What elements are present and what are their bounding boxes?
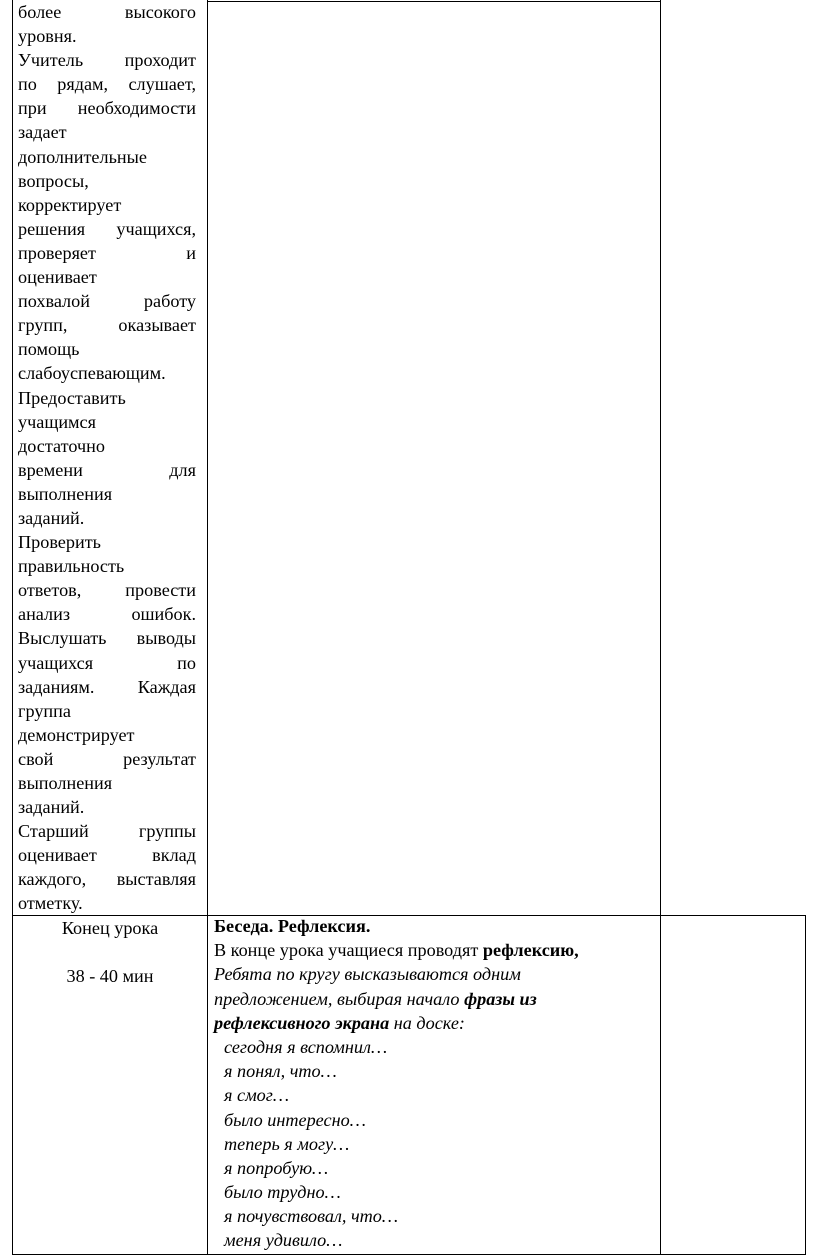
table-border-top-upper [207, 1, 661, 2]
activity-text-line: группа [18, 700, 71, 721]
reflection-italic-line-3-b: на доске: [389, 1012, 465, 1033]
activity-text-line: анализ ошибок. [18, 604, 196, 625]
reflection-phrase-item [214, 1180, 654, 1204]
reflection-phrase-item [214, 1035, 654, 1059]
reflection-phrase-item [214, 1228, 654, 1252]
reflection-italic-line-2 [214, 987, 654, 1011]
activity-text-line: Проверить [18, 532, 101, 553]
activity-text-line: учащимся [18, 411, 96, 432]
activity-text-line: проверяет и [18, 242, 196, 263]
activity-text-line: Старший группы [18, 821, 196, 842]
reflection-phrase-item [214, 1132, 654, 1156]
activity-text-line: групп, оказывает [18, 315, 196, 336]
activity-text-line: корректирует [18, 194, 122, 215]
activity-text-line: выполнения [18, 773, 113, 793]
reflection-phrase-item [214, 1083, 654, 1107]
activity-text-line: вопросы, [18, 170, 89, 191]
reflection-intro-bold: рефлексию, [482, 940, 579, 961]
activity-text-line: заданиям. Каждая [18, 676, 196, 697]
activity-text-line: по рядам, слушает, [18, 74, 196, 95]
activity-text-line: Учитель проходит [18, 50, 196, 71]
activity-text-line: решения учащихся, [18, 218, 196, 239]
activity-text-line: заданий. [18, 797, 85, 818]
reflection-phrase-text: меня удивило… [224, 1230, 343, 1251]
table-border-right-lower [805, 915, 806, 1255]
reflection-italic-line-2-a: предложением, выбирая начало [214, 988, 465, 1009]
reflection-phrase-item [214, 1204, 654, 1228]
activity-text-line: ответов, провести [18, 580, 196, 601]
reflection-cell [214, 914, 654, 1253]
activity-text-line: при необходимости [18, 98, 196, 119]
activity-text-line: Предоставить [18, 387, 126, 408]
activity-text-line: заданий. [18, 507, 85, 528]
reflection-heading: Беседа. Рефлексия. [214, 916, 371, 936]
column-divider-1 [207, 0, 208, 1255]
activity-text-line: выполнения [18, 483, 113, 504]
activity-text-line: слабоуспевающим. [18, 363, 166, 384]
activity-text-line: оценивает вклад [18, 845, 196, 866]
reflection-phrase-text: было интересно… [224, 1109, 366, 1130]
reflection-italic-line-2-b: фразы из [464, 988, 537, 1009]
reflection-phrase-text: теперь я могу… [224, 1133, 350, 1154]
table-border-left-upper [12, 0, 13, 916]
reflection-phrase-text: было трудно… [224, 1182, 341, 1203]
activity-text-line: каждого, выставляя [18, 869, 196, 890]
activity-text-line: уровня. [18, 26, 77, 47]
activity-text-line: задает [18, 122, 67, 143]
activity-text-line: похвалой работу [18, 291, 196, 312]
reflection-phrase-item [214, 1108, 654, 1132]
reflection-italic-line-3-a: рефлексивного экрана [214, 1012, 390, 1033]
reflection-phrase-text: я смог… [224, 1085, 290, 1106]
activity-text-line: времени для [18, 459, 196, 480]
activity-text-line: помощь [18, 339, 80, 360]
reflection-italic-line-3 [214, 1011, 654, 1035]
reflection-phrase-item [214, 1059, 654, 1083]
reflection-italic-line-1: Ребята по кругу высказываются одним [214, 964, 521, 985]
reflection-phrase-text: я почувствовал, что… [224, 1206, 399, 1227]
activity-text-line: свой результат [18, 748, 196, 769]
activity-text-line: дополнительные [18, 146, 147, 167]
activity-text-line: Выслушать выводы [18, 628, 196, 649]
lesson-stage-label: Конец урока [61, 918, 159, 938]
table-border-bottom [12, 1254, 806, 1255]
activity-text-line: более высокого [18, 2, 196, 22]
reflection-phrase-text: сегодня я вспомнил… [224, 1036, 388, 1057]
activity-text-line: демонстрирует [18, 724, 135, 745]
reflection-intro [214, 938, 654, 962]
activity-text-line: правильность [18, 556, 125, 577]
column-divider-2-lower [660, 915, 661, 1255]
activity-text-line: отметку. [18, 893, 83, 914]
activity-text-line: достаточно [18, 435, 105, 456]
reflection-phrase-text: я попробую… [224, 1157, 329, 1178]
activity-text-line: оценивает [18, 267, 97, 288]
reflection-phrase-item [214, 1156, 654, 1180]
activity-text-line: учащихся по [18, 652, 196, 673]
lesson-time-label: 38 - 40 мин [66, 966, 154, 986]
reflection-phrase-text: я понял, что… [224, 1061, 337, 1082]
activity-description-cell [18, 0, 196, 916]
column-divider-2-upper [660, 0, 661, 916]
reflection-phrase-list [214, 1035, 654, 1253]
reflection-intro-text: В конце урока учащиеся проводят [214, 940, 483, 961]
